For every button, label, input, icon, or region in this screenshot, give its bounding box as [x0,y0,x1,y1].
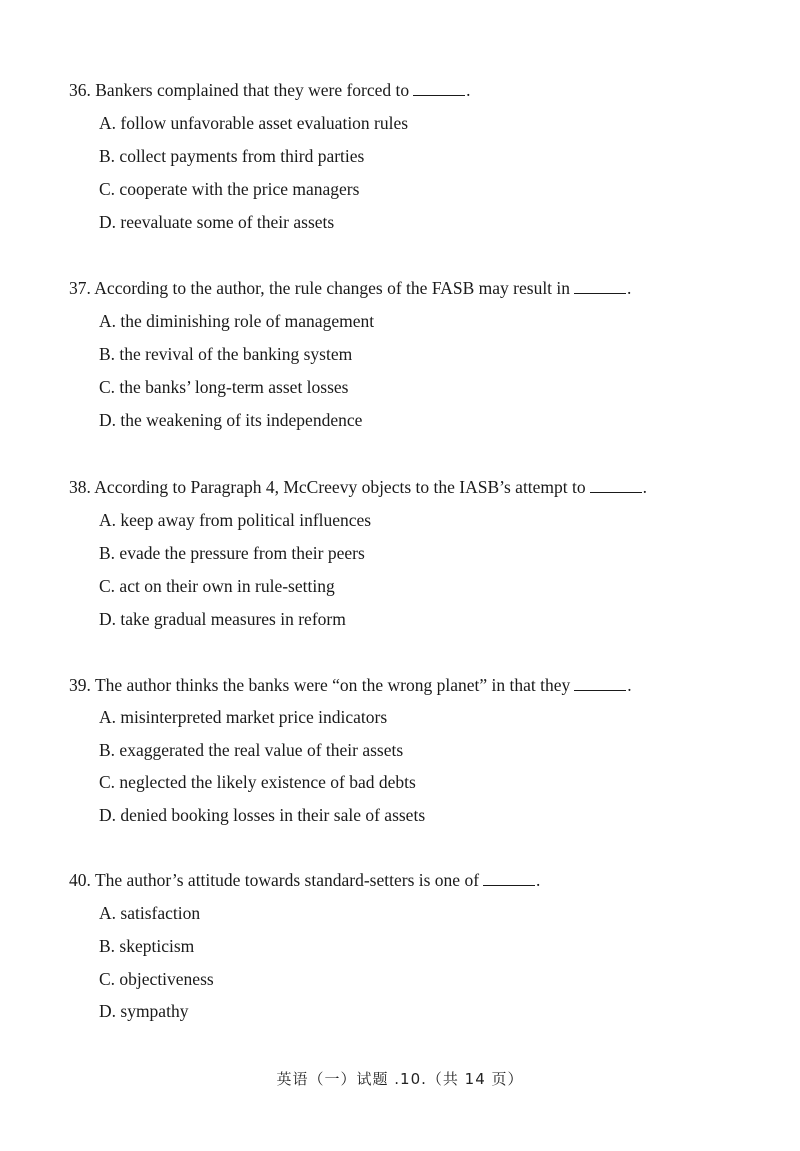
question-stem [69,476,647,498]
question-number: 38. [69,477,91,497]
question-end: . [627,278,632,298]
answer-blank [574,279,626,294]
option-d: D. the weakening of its independence [99,410,363,430]
option-a: A. the diminishing role of management [99,311,375,331]
question-end: . [642,477,648,497]
question-number: 39. [69,675,91,695]
question-stem [69,79,471,101]
question-number: 36. [69,80,91,100]
question-text: The author thinks the banks were “on the wrong planet” in that they [94,675,571,695]
option-a: A. keep away from political influences [99,510,372,530]
option-d: D. denied booking losses in their sale of assets [99,805,426,825]
option-c: C. cooperate with the price managers [99,179,360,199]
option-a: A. satisfaction [99,903,201,923]
option-a: A. misinterpreted market price indicators [99,707,388,727]
answer-blank [574,676,626,691]
question-text: The author’s attitude towards standard-setters is one of [94,870,480,890]
option-c: C. neglected the likely existence of bad debts [99,772,416,792]
page-footer: 英语（一）试题 .10.（共 14 页） [276,1070,524,1088]
option-d: D. sympathy [99,1001,189,1021]
option-b: B. the revival of the banking system [99,344,353,364]
option-a: A. follow unfavorable asset evaluation rules [99,113,409,133]
question-text: Bankers complained that they were forced to [95,80,410,100]
option-b: B. evade the pressure from their peers [99,543,365,563]
question-end: . [627,675,632,695]
question-end: . [536,870,541,890]
answer-blank [413,81,465,96]
question-stem [69,869,540,891]
question-stem [69,674,632,696]
option-d: D. take gradual measures in reform [99,609,346,629]
option-c: C. act on their own in rule-setting [99,576,335,596]
option-d: D. reevaluate some of their assets [99,212,335,232]
option-c: C. the banks’ long-term asset losses [99,377,349,397]
question-number: 40. [69,870,91,890]
answer-blank [483,871,535,886]
answer-blank [590,478,642,493]
option-c: C. objectiveness [99,969,214,989]
option-b: B. skepticism [99,936,195,956]
option-b: B. exaggerated the real value of their assets [99,740,404,760]
question-number: 37. [69,278,91,298]
question-text: According to Paragraph 4, McCreevy objects to the IASB’s attempt to [94,477,586,497]
question-end: . [466,80,471,100]
question-text: According to the author, the rule changes of the FASB may result in [94,278,571,298]
question-stem [69,277,631,299]
option-b: B. collect payments from third parties [99,146,365,166]
